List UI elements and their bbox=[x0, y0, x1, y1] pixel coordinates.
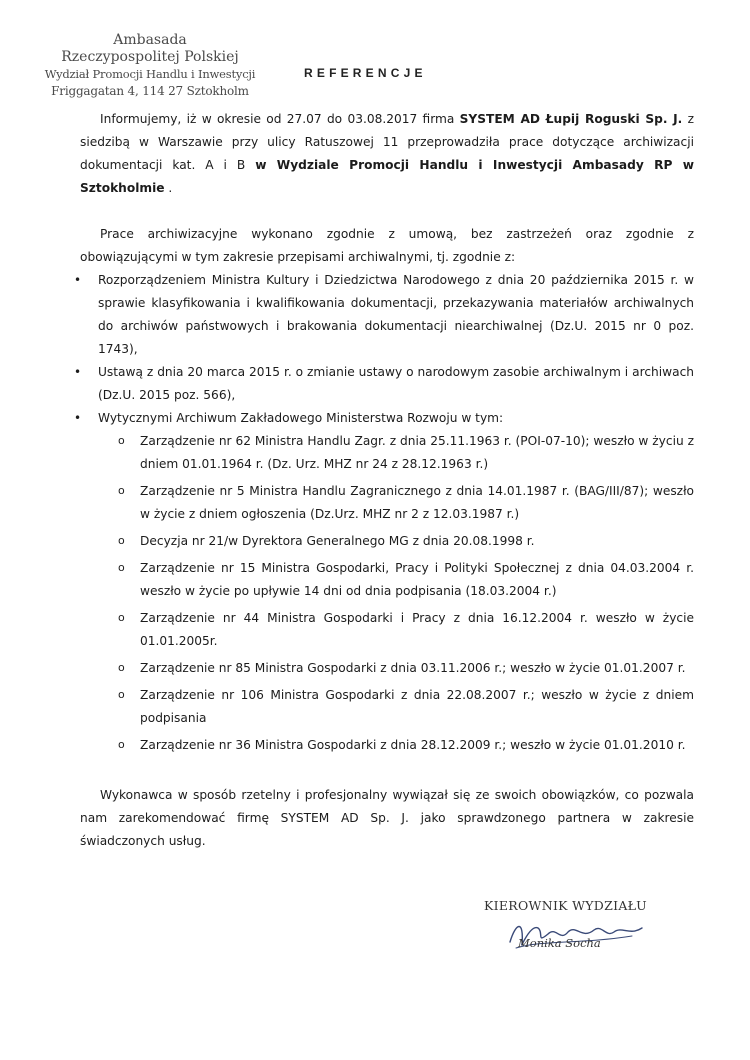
list-item: o Zarządzenie nr 62 Ministra Handlu Zagr. z dnia 25.11.1963 r. (POI-07-10); weszło w życiu z dniem 01.01.1964 r. (Dz. Urz. MHZ nr 24 z 28.12.1963 r.) bbox=[98, 430, 694, 476]
scope-paragraph: Prace archiwizacyjne wykonano zgodnie z umową, bez zastrzeżeń oraz zgodnie z obowiązującymi w tym zakresie przepisami archiwalnymi, tj. zgodnie z: bbox=[80, 227, 694, 264]
list-item: o Zarządzenie nr 5 Ministra Handlu Zagranicznego z dnia 14.01.1987 r. (BAG/III/87); weszło w życie z dniem ogłoszenia (Dz.Urz. MHZ nr 2 z 12.03.1987 r.) bbox=[98, 480, 694, 526]
list-item: o Zarządzenie nr 44 Ministra Gospodarki i Pracy z dnia 16.12.2004 r. weszło w życie 01.01.2005r. bbox=[98, 607, 694, 653]
guidelines-sublist bbox=[98, 430, 694, 757]
list-item bbox=[80, 361, 694, 407]
stamp-line-3: Wydział Promocji Handlu i Inwestycji bbox=[44, 67, 256, 81]
list-item: o Zarządzenie nr 85 Ministra Gospodarki z dnia 03.11.2006 r.; weszło w życie 01.01.2007 r. bbox=[98, 657, 694, 680]
document-body bbox=[80, 108, 694, 853]
regulation-text: Ustawą z dnia 20 marca 2015 r. o zmianie ustawy o narodowym zasobie archiwalnym i archiwach (Dz.U. 2015 poz. 566), bbox=[98, 365, 694, 402]
intro-text-3: . bbox=[164, 181, 173, 195]
department-name: w Wydziale Promocji Handlu i Inwestycji Ambasady RP w Sztokholmie bbox=[80, 158, 694, 195]
intro-text-2: z siedzibą w Warszawie przy ulicy Ratuszowej 11 przeprowadziła prace dotyczące archiwizacji dokumentacji kat. A i B bbox=[80, 112, 694, 172]
list-item: o Decyzja nr 21/w Dyrektora Generalnego MG z dnia 20.08.1998 r. bbox=[98, 530, 694, 553]
list-item: o Zarządzenie nr 36 Ministra Gospodarki z dnia 28.12.2009 r.; weszło w życie 01.01.2010 r. bbox=[98, 734, 694, 757]
stamp-line-2: Rzeczypospolitej Polskiej bbox=[61, 49, 239, 65]
signature-block bbox=[484, 898, 664, 950]
intro-text-1: Informujemy, iż w okresie od 27.07 do 03.08.2017 firma bbox=[100, 112, 460, 126]
intro-paragraph bbox=[80, 108, 694, 200]
list-item bbox=[80, 269, 694, 361]
signer-role: KIEROWNIK WYDZIAŁU bbox=[484, 898, 647, 913]
embassy-stamp bbox=[30, 32, 270, 100]
list-item: o Zarządzenie nr 106 Ministra Gospodarki z dnia 22.08.2007 r.; weszło w życie z dniem podpisania bbox=[98, 684, 694, 730]
document-title: REFERENCJE bbox=[304, 66, 427, 80]
regulations-list bbox=[80, 269, 694, 757]
list-item: o Zarządzenie nr 15 Ministra Gospodarki, Pracy i Polityki Społecznej z dnia 04.03.2004 r. weszło w życie po upływie 14 dni od dnia podpisania (18.03.2004 r.) bbox=[98, 557, 694, 603]
company-name: SYSTEM AD Łupij Roguski Sp. J. bbox=[459, 112, 683, 126]
signer-name: Monika Socha bbox=[518, 936, 601, 950]
regulation-text: Rozporządzeniem Ministra Kultury i Dziedzictwa Narodowego z dnia 20 października 2015 r. w sprawie klasyfikowania i kwalifikowania dokumentacji, przekazywania materiałów archiwalnych do archiwów państwowych i brakowania dokumentacji niearchiwalnej (Dz.U. 2015 nr 0 poz. 1743), bbox=[98, 273, 694, 356]
stamp-line-4: Friggagatan 4, 114 27 Sztokholm bbox=[51, 84, 249, 98]
regulation-text: Wytycznymi Archiwum Zakładowego Ministerstwa Rozwoju w tym: bbox=[98, 411, 504, 425]
stamp-line-1: Ambasada bbox=[113, 32, 187, 48]
closing-paragraph: Wykonawca w sposób rzetelny i profesjonalny wywiązał się ze swoich obowiązków, co pozwala nam zarekomendować firmę SYSTEM AD Sp. J. jako sprawdzonego partnera w zakresie świadczonych usług. bbox=[80, 788, 694, 848]
list-item bbox=[80, 407, 694, 757]
